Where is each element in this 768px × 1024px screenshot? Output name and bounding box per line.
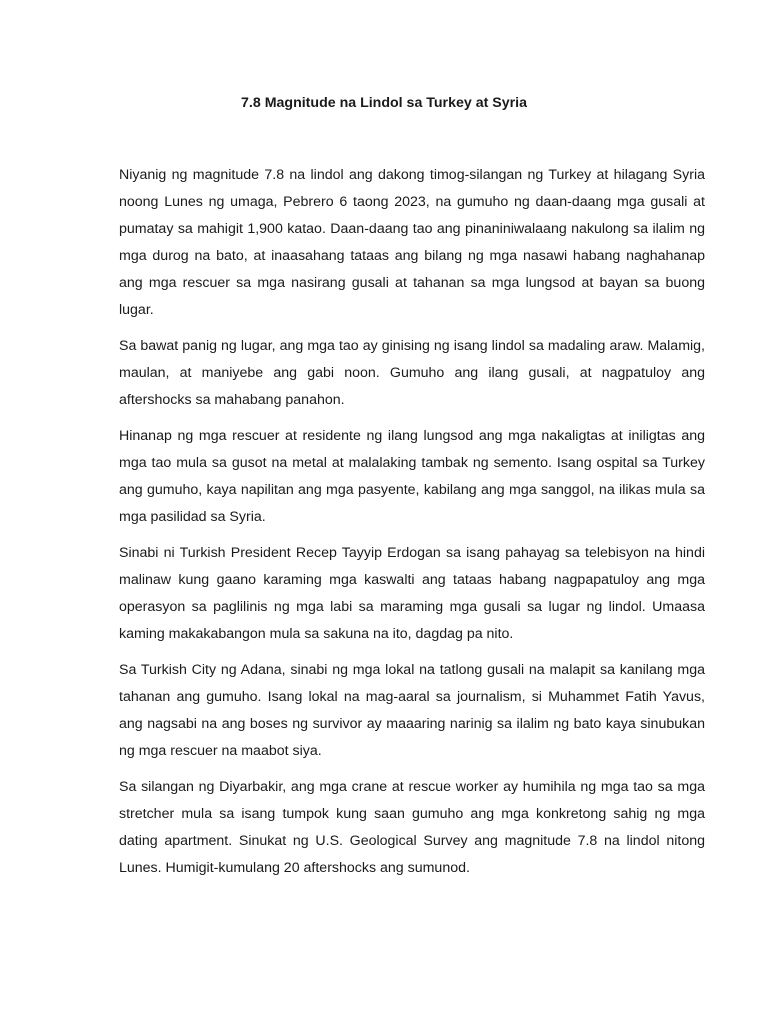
paragraph: Sa Turkish City ng Adana, sinabi ng mga lokal na tatlong gusali na malapit sa kanilang mga tahanan ang gumuho. Isang lokal na mag-aaral sa journalism, si Muhammet Fatih Yavus, ang nagsabi na ang boses ng survivor ay maaaring narinig sa ilalim ng bato kaya sinubukan ng mga rescuer na maabot siya. [119, 662, 705, 759]
document-title: 7.8 Magnitude na Lindol sa Turkey at Syria [241, 95, 527, 111]
paragraph: Hinanap ng mga rescuer at residente ng ilang lungsod ang mga nakaligtas at iniligtas ang mga tao mula sa gusot na metal at malalaking tambak ng semento. Isang ospital sa Turkey ang gumuho, kaya napilitan ang mga pasyente, kabilang ang mga sanggol, na ilikas mula sa mga pasilidad sa Syria. [119, 428, 705, 525]
document-body [119, 162, 705, 891]
paragraph: Sinabi ni Turkish President Recep Tayyip Erdogan sa isang pahayag sa telebisyon na hindi malinaw kung gaano karaming mga kaswalti ang tataas habang nagpapatuloy ang mga operasyon sa paglilinis ng mga labi sa maraming mga gusali sa lugar ng lindol. Umaasa kaming makakabangon mula sa sakuna na ito, dagdag pa nito. [119, 545, 705, 642]
paragraph: Sa bawat panig ng lugar, ang mga tao ay ginising ng isang lindol sa madaling araw. Malamig, maulan, at maniyebe ang gabi noon. Gumuho ang ilang gusali, at nagpatuloy ang aftershocks sa mahabang panahon. [119, 338, 705, 408]
paragraph: Sa silangan ng Diyarbakir, ang mga crane at rescue worker ay humihila ng mga tao sa mga stretcher mula sa isang tumpok kung saan gumuho ang mga konkretong sahig ng mga dating apartment. Sinukat ng U.S. Geological Survey ang magnitude 7.8 na lindol nitong Lunes. Humigit-kumulang 20 aftershocks ang sumunod. [119, 779, 705, 876]
paragraph: Niyanig ng magnitude 7.8 na lindol ang dakong timog-silangan ng Turkey at hilagang Syria noong Lunes ng umaga, Pebrero 6 taong 2023, na gumuho ng daan-daang mga gusali at pumatay sa mahigit 1,900 katao. Daan-daang tao ang pinaniniwalaang nakulong sa ilalim ng mga durog na bato, at inaasahang tataas ang bilang ng mga nasawi habang naghahanap ang mga rescuer sa mga nasirang gusali at tahanan sa mga lungsod at bayan sa buong lugar. [119, 167, 705, 318]
